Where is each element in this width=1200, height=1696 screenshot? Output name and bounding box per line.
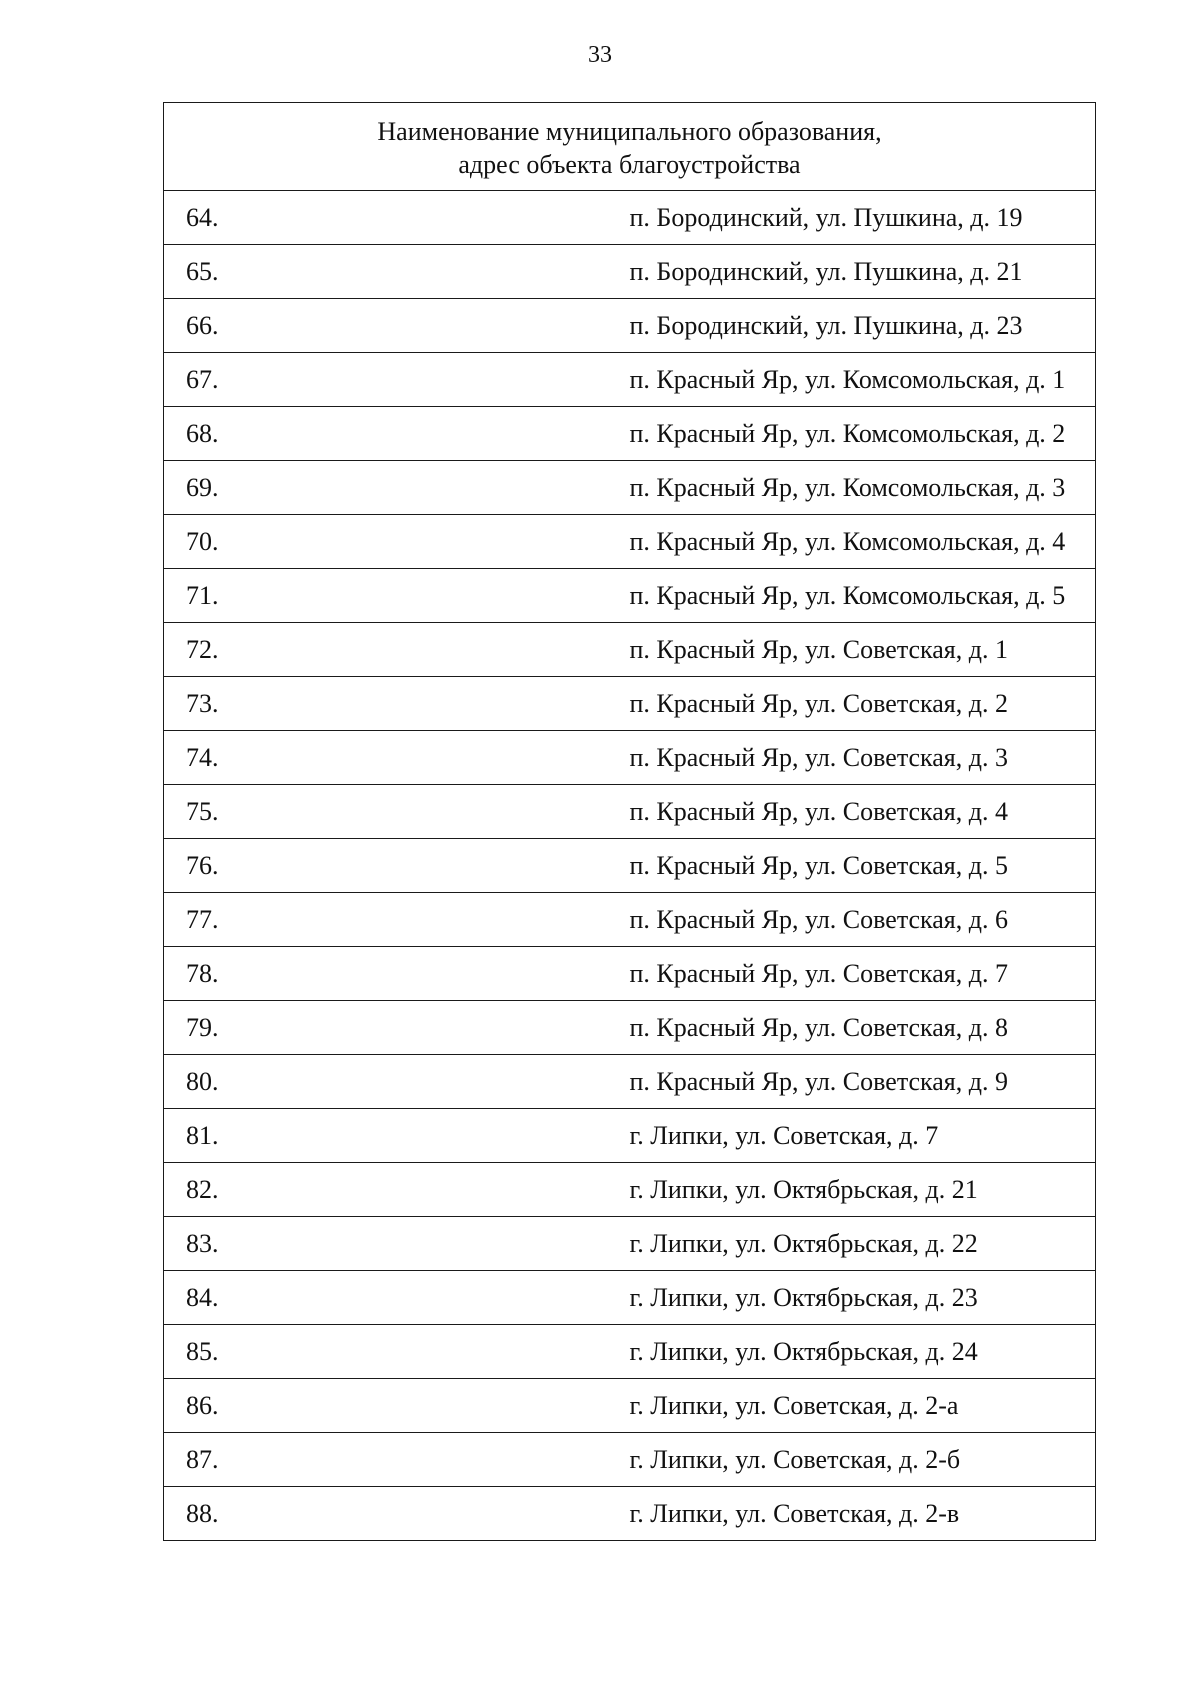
- page-number: 33: [588, 42, 612, 68]
- table-row: [164, 569, 1096, 623]
- table-row: [164, 1163, 1096, 1217]
- row-number: 82.: [164, 1163, 630, 1217]
- table-row: [164, 947, 1096, 1001]
- row-address: г. Липки, ул. Октябрьская, д. 21: [630, 1163, 1096, 1217]
- row-number: 85.: [164, 1325, 630, 1379]
- table-row: [164, 623, 1096, 677]
- row-number: 73.: [164, 677, 630, 731]
- table-row: [164, 515, 1096, 569]
- row-address: г. Липки, ул. Советская, д. 2-б: [630, 1433, 1096, 1487]
- table-header-line-2: адрес объекта благоустройства: [458, 149, 801, 179]
- row-address: п. Красный Яр, ул. Советская, д. 9: [630, 1055, 1096, 1109]
- table-row: [164, 353, 1096, 407]
- row-address: п. Красный Яр, ул. Советская, д. 2: [630, 677, 1096, 731]
- row-number: 72.: [164, 623, 630, 677]
- row-address: п. Бородинский, ул. Пушкина, д. 19: [630, 191, 1096, 245]
- table-header-line-1: Наименование муниципального образования,: [377, 116, 882, 146]
- table-row: [164, 1271, 1096, 1325]
- row-address: п. Бородинский, ул. Пушкина, д. 21: [630, 245, 1096, 299]
- row-number: 74.: [164, 731, 630, 785]
- row-address: п. Красный Яр, ул. Комсомольская, д. 2: [630, 407, 1096, 461]
- row-number: 79.: [164, 1001, 630, 1055]
- row-address: п. Красный Яр, ул. Комсомольская, д. 1: [630, 353, 1096, 407]
- row-address: п. Красный Яр, ул. Комсомольская, д. 3: [630, 461, 1096, 515]
- row-address: п. Красный Яр, ул. Советская, д. 1: [630, 623, 1096, 677]
- table-row: [164, 731, 1096, 785]
- address-table: [163, 102, 1096, 1541]
- table-row: [164, 191, 1096, 245]
- table-row: [164, 1109, 1096, 1163]
- table-row: [164, 407, 1096, 461]
- table-body: [164, 103, 1096, 1541]
- table-row: [164, 1487, 1096, 1541]
- table-row: [164, 1325, 1096, 1379]
- row-number: 78.: [164, 947, 630, 1001]
- table-row: [164, 1379, 1096, 1433]
- row-address: г. Липки, ул. Советская, д. 7: [630, 1109, 1096, 1163]
- table-row: [164, 785, 1096, 839]
- row-address: п. Красный Яр, ул. Советская, д. 5: [630, 839, 1096, 893]
- row-address: п. Бородинский, ул. Пушкина, д. 23: [630, 299, 1096, 353]
- row-number: 84.: [164, 1271, 630, 1325]
- table-row: [164, 677, 1096, 731]
- row-address: г. Липки, ул. Советская, д. 2-в: [630, 1487, 1096, 1541]
- table-row: [164, 1055, 1096, 1109]
- row-number: 69.: [164, 461, 630, 515]
- row-address: п. Красный Яр, ул. Советская, д. 8: [630, 1001, 1096, 1055]
- table-row: [164, 893, 1096, 947]
- row-number: 88.: [164, 1487, 630, 1541]
- row-address: п. Красный Яр, ул. Советская, д. 3: [630, 731, 1096, 785]
- row-number: 76.: [164, 839, 630, 893]
- table-row: [164, 1433, 1096, 1487]
- row-number: 77.: [164, 893, 630, 947]
- row-number: 87.: [164, 1433, 630, 1487]
- row-address: г. Липки, ул. Советская, д. 2-а: [630, 1379, 1096, 1433]
- row-number: 68.: [164, 407, 630, 461]
- table-row: [164, 299, 1096, 353]
- table-row: [164, 839, 1096, 893]
- row-address: п. Красный Яр, ул. Советская, д. 6: [630, 893, 1096, 947]
- table-header-cell: [164, 103, 1096, 191]
- row-number: 66.: [164, 299, 630, 353]
- table-row: [164, 245, 1096, 299]
- row-address: п. Красный Яр, ул. Комсомольская, д. 5: [630, 569, 1096, 623]
- row-number: 75.: [164, 785, 630, 839]
- row-number: 65.: [164, 245, 630, 299]
- row-number: 81.: [164, 1109, 630, 1163]
- row-number: 71.: [164, 569, 630, 623]
- row-address: г. Липки, ул. Октябрьская, д. 24: [630, 1325, 1096, 1379]
- row-address: п. Красный Яр, ул. Комсомольская, д. 4: [630, 515, 1096, 569]
- row-address: г. Липки, ул. Октябрьская, д. 23: [630, 1271, 1096, 1325]
- row-number: 86.: [164, 1379, 630, 1433]
- row-number: 80.: [164, 1055, 630, 1109]
- table-header-row: [164, 103, 1096, 191]
- table-row: [164, 461, 1096, 515]
- row-number: 70.: [164, 515, 630, 569]
- row-address: п. Красный Яр, ул. Советская, д. 4: [630, 785, 1096, 839]
- row-address: г. Липки, ул. Октябрьская, д. 22: [630, 1217, 1096, 1271]
- row-address: п. Красный Яр, ул. Советская, д. 7: [630, 947, 1096, 1001]
- row-number: 83.: [164, 1217, 630, 1271]
- row-number: 64.: [164, 191, 630, 245]
- row-number: 67.: [164, 353, 630, 407]
- table-row: [164, 1001, 1096, 1055]
- table-row: [164, 1217, 1096, 1271]
